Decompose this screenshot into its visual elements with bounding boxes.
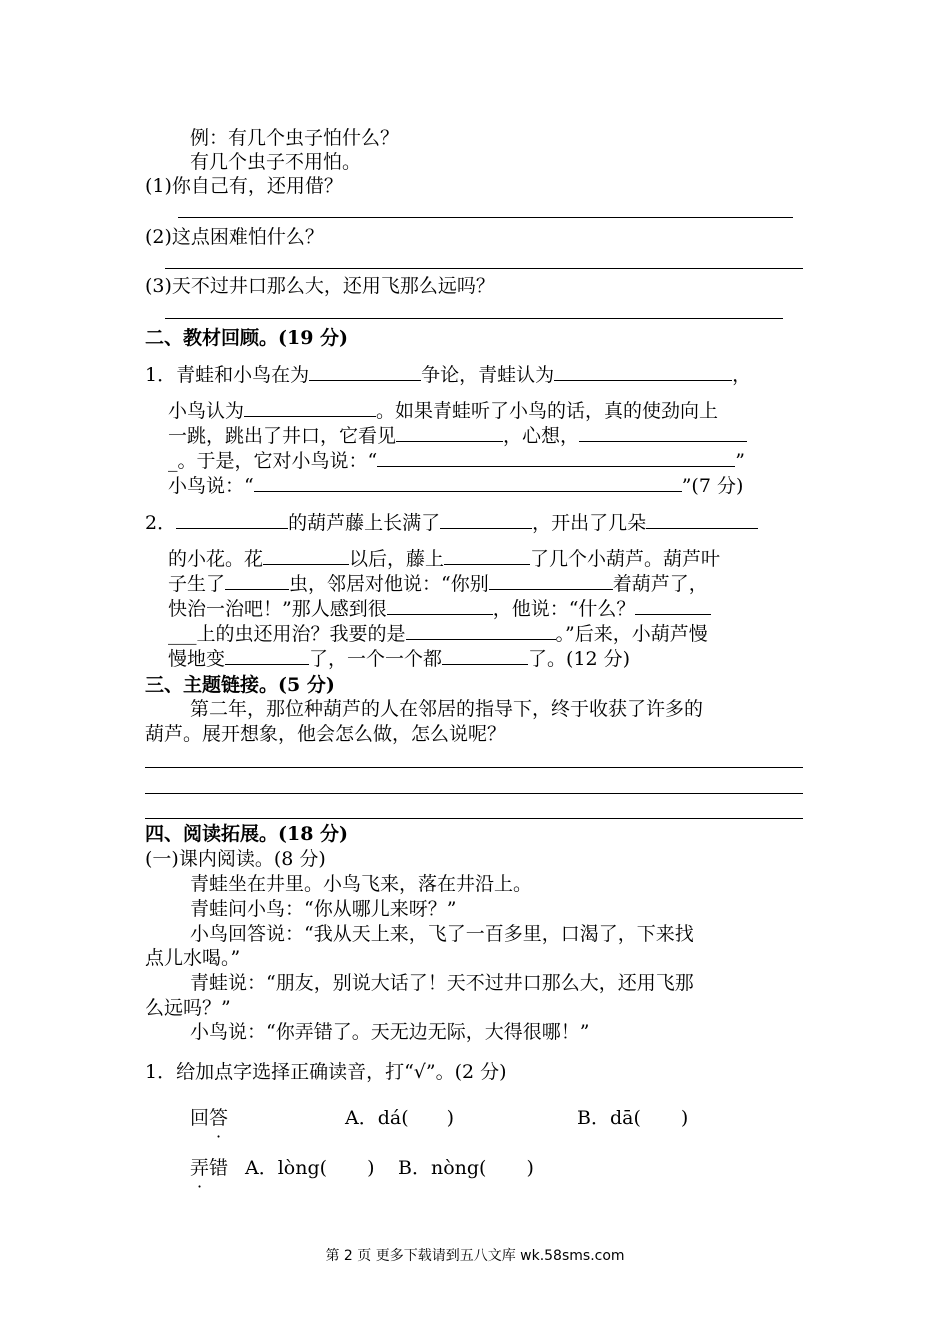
s2-q2-line-1: [145, 510, 758, 535]
text: ”: [735, 450, 745, 472]
text: 子生了: [168, 573, 226, 595]
text: 以后，藤上: [349, 548, 445, 570]
s2-q2-line-6: [168, 646, 630, 671]
s2-q2-line-2: [168, 546, 720, 571]
s2-q1-line-3: [168, 423, 747, 448]
word-char: 错: [209, 1157, 229, 1179]
answer-line-4[interactable]: [145, 767, 803, 768]
example-line-1: 例：有几个虫子怕什么？: [190, 127, 400, 149]
option-b-nòng[interactable]: [398, 1156, 534, 1180]
passage-line: 小鸟回答说：“我从天上来，飞了一百多里，口渴了，下来找: [190, 923, 694, 945]
passage-line: 点儿水喝。”: [145, 947, 241, 969]
s2-q1-line-5: [168, 473, 743, 498]
fill-blank[interactable]: [244, 398, 376, 417]
text: ，心想，: [503, 425, 580, 447]
s2-q2-line-5: [168, 621, 708, 646]
fill-blank[interactable]: [309, 362, 421, 381]
text: 1．青蛙和小鸟在为: [145, 364, 310, 386]
option-label: B．nòng(: [398, 1157, 487, 1179]
page-footer: 第 2 页 更多下载请到五八文库 wk.58sms.com: [325, 1248, 625, 1264]
passage-line: 小鸟说：“你弄错了。天无边无际，大得很哪！”: [190, 1021, 590, 1043]
option-a-dá[interactable]: [345, 1106, 454, 1130]
s2-q1-line-1: [145, 362, 751, 387]
option-close: ): [526, 1157, 534, 1179]
answer-line-3[interactable]: [165, 318, 783, 319]
section-2-title: 二、教材回顾。(19 分): [145, 327, 349, 349]
text: 小鸟说：“: [168, 475, 254, 497]
text: ”(7 分): [681, 475, 744, 497]
fill-blank[interactable]: [442, 646, 528, 665]
text: ___上的虫还用治？我要的是: [168, 623, 406, 645]
text: 着葫芦了，: [612, 573, 708, 595]
section-4-subtitle: (一)课内阅读。(8 分): [145, 848, 326, 870]
fill-blank[interactable]: [176, 510, 288, 529]
text: 快治一治吧！”那人感到很: [168, 598, 387, 620]
section-3-title: 三、主题链接。(5 分): [145, 674, 335, 696]
rewrite-question-2: (2)这点困难怕什么？: [145, 226, 324, 248]
option-close: ): [367, 1157, 375, 1179]
text: _。于是，它对小鸟说：“: [168, 450, 378, 472]
section-3-prompt-1: 第二年，那位种葫芦的人在邻居的指导下，终于收获了许多的: [190, 698, 704, 720]
passage-line: 青蛙问小鸟：“你从哪儿来呀？”: [190, 898, 457, 920]
s2-q2-line-3: [168, 571, 708, 596]
fill-blank[interactable]: [387, 596, 493, 615]
passage-line: 么远吗？”: [145, 997, 231, 1019]
option-label: B．dā(: [577, 1107, 641, 1129]
fill-blank[interactable]: [440, 510, 532, 529]
answer-line-2[interactable]: [165, 268, 803, 269]
text: ，开出了几朵: [532, 512, 647, 534]
text: 慢地变: [168, 648, 226, 670]
rewrite-question-3: (3)天不过井口那么大，还用飞那么远吗？: [145, 275, 495, 297]
fill-blank[interactable]: [489, 571, 613, 590]
option-close: ): [680, 1107, 689, 1129]
text: 了几个小葫芦。葫芦叶: [530, 548, 721, 570]
dotted-char: 答: [209, 1107, 229, 1129]
rewrite-question-1: (1)你自己有，还用借？: [145, 175, 343, 197]
text: ，他说：“什么？: [492, 598, 636, 620]
text: 虫，邻居对他说：“你别: [289, 573, 489, 595]
answer-line-1[interactable]: [178, 217, 793, 218]
option-label: A．dá(: [345, 1107, 409, 1129]
fill-blank[interactable]: [396, 423, 503, 442]
text: 了。(12 分): [528, 648, 631, 670]
text: 。”后来，小葫芦慢: [555, 623, 708, 645]
s2-q2-line-4: [168, 596, 711, 621]
answer-line-6[interactable]: [145, 818, 803, 819]
reading-question-1: 1．给加点字选择正确读音，打“√”。(2 分): [145, 1061, 507, 1083]
option-label: A．lòng(: [245, 1157, 328, 1179]
word-char: 回: [190, 1107, 210, 1129]
text: 2．: [145, 512, 177, 534]
text: 小鸟认为: [168, 400, 245, 422]
text: 的葫芦藤上长满了: [288, 512, 441, 534]
option-b-dā[interactable]: [577, 1106, 688, 1130]
fill-blank[interactable]: [377, 448, 735, 467]
answer-line-5[interactable]: [145, 793, 803, 794]
s2-q1-line-2: [168, 398, 718, 423]
passage-line: 青蛙说：“朋友，别说大话了！天不过井口那么大，还用飞那: [190, 972, 694, 994]
example-line-2: 有几个虫子不用怕。: [190, 151, 362, 173]
dotted-char: 弄: [190, 1157, 210, 1179]
fill-blank[interactable]: [646, 510, 758, 529]
fill-blank[interactable]: [554, 362, 732, 381]
text: 争论，青蛙认为: [421, 364, 555, 386]
fill-blank[interactable]: [406, 621, 556, 640]
fill-blank[interactable]: [263, 546, 349, 565]
pinyin-option-row-2: [190, 1156, 228, 1180]
fill-blank[interactable]: [579, 423, 747, 442]
pinyin-option-row-1: [190, 1106, 228, 1130]
option-a-lòng[interactable]: [245, 1156, 374, 1180]
section-4-title: 四、阅读拓展。(18 分): [145, 823, 349, 845]
s2-q1-line-4: [168, 448, 745, 473]
fill-blank[interactable]: [635, 596, 711, 615]
passage-line: 青蛙坐在井里。小鸟飞来，落在井沿上。: [190, 873, 533, 895]
option-close: ): [446, 1107, 455, 1129]
text: 一跳，跳出了井口，它看见: [168, 425, 397, 447]
text: 。如果青蛙听了小鸟的话，真的使劲向上: [376, 400, 719, 422]
section-3-prompt-2: 葫芦。展开想象，他会怎么做，怎么说呢？: [145, 723, 507, 745]
fill-blank[interactable]: [444, 546, 530, 565]
text: ，: [732, 364, 752, 386]
fill-blank[interactable]: [225, 571, 289, 590]
text: 的小花。花: [168, 548, 264, 570]
fill-blank[interactable]: [254, 473, 682, 492]
text: 了，一个一个都: [309, 648, 443, 670]
fill-blank[interactable]: [225, 646, 309, 665]
